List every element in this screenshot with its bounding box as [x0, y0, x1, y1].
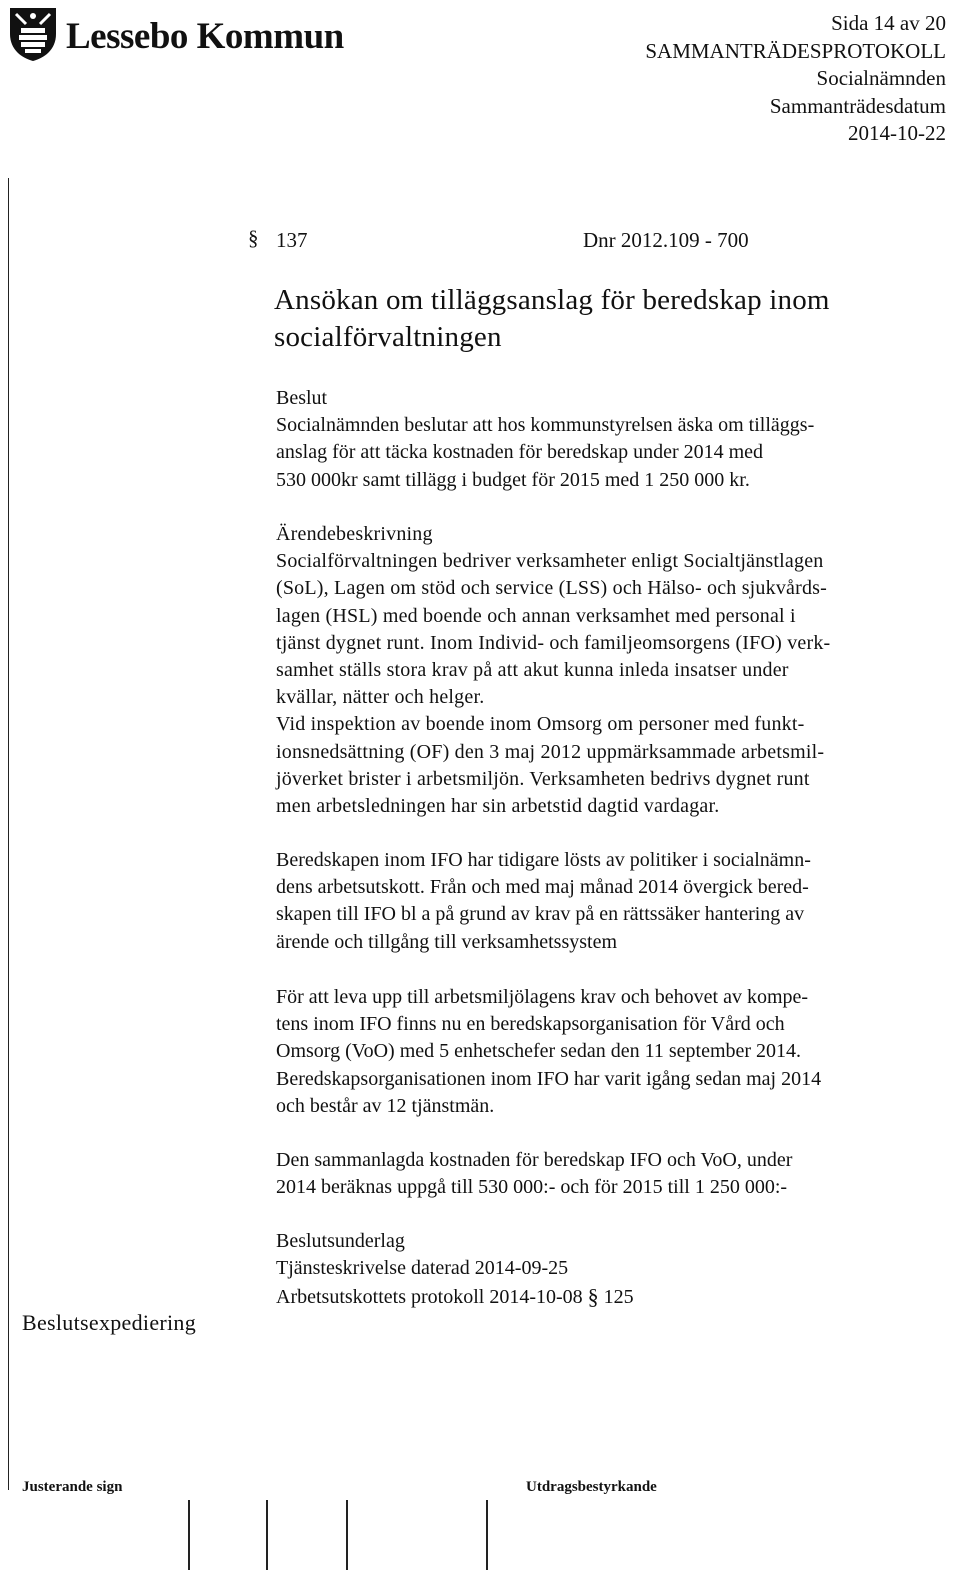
case-description-section — [276, 521, 948, 820]
decision-text: Socialnämnden beslutar att hos kommunstyrelsen äska om tilläggs- anslag för att täcka kostnaden för beredskap under 2014 med 530 000kr samt tillägg i budget för 2015 med 1 250 000 kr. — [276, 414, 815, 491]
paragraph-reference-number: 125 — [603, 1286, 634, 1309]
paragraph-sign: § — [587, 1284, 599, 1310]
decision-basis-item-text: Arbetsutskottets protokoll 2014-10-08 — [276, 1286, 583, 1309]
case-paragraph-3: Beredskapen inom IFO har tidigare lösts av politiker i socialnämn- dens arbetsutskott. Från och med maj månad 2014 övergick bered- skapen till IFO bl a på grund av krav på en rättssäker hantering av ärende och tillgång till verksamhetssystem — [276, 849, 811, 953]
diary-number: Dnr 2012.109 - 700 — [583, 228, 749, 252]
signature-box-divider — [486, 1500, 488, 1570]
meeting-date: 2014-10-22 — [848, 121, 946, 145]
case-description-heading: Ärendebeskrivning — [276, 523, 433, 545]
meeting-date-label: Sammanträdesdatum — [769, 93, 946, 118]
margin-divider — [8, 178, 9, 1490]
document-type: SAMMANTRÄDESPROTOKOLL — [645, 38, 946, 63]
decision-basis-heading: Beslutsunderlag — [276, 1230, 405, 1252]
municipality-name: Lessebo Kommun — [66, 16, 344, 57]
decision-dispatch-label: Beslutsexpediering — [22, 1310, 197, 1335]
coat-of-arms-icon — [6, 4, 60, 62]
decision-basis-item — [276, 1282, 948, 1311]
case-paragraph-5: Den sammanlagda kostnaden för beredskap IFO och VoO, under 2014 beräknas uppgå till 530 000:- och för 2015 till 1 250 000:- — [276, 1149, 793, 1199]
decision-basis-item: Tjänsteskrivelse daterad 2014-09-25 — [276, 1257, 569, 1280]
decision-basis-section — [276, 1228, 948, 1312]
page-number: Sida 14 av 20 — [831, 11, 946, 35]
adjuster-signature-label: Justerande sign — [22, 1479, 123, 1495]
signature-box-divider — [346, 1500, 348, 1570]
case-paragraph-4: För att leva upp till arbetsmiljölagens krav och behovet av kompe- tens inom IFO finns nu en beredskapsorganisation för Vård och Omsorg (VoO) med 5 enhetschefer sedan den 11 september 2014. Beredskapsorganisationen inom IFO har varit igång sedan maj 2014 och består av 12 tjänstmän. — [276, 986, 822, 1117]
committee-name: Socialnämnden — [816, 66, 946, 90]
decision-section — [276, 385, 948, 494]
signature-box-divider — [188, 1500, 190, 1570]
paragraph-number: 137 — [276, 228, 308, 252]
case-paragraph-1: Socialförvaltningen bedriver verksamheter enligt Socialtjänstlagen (SoL), Lagen om stöd och service (LSS) och Hälso- och sjukvårds- lagen (HSL) med boende och annan verksamhet med personal i tjänst dygnet runt. Inom Individ- och familjeomsorgens (IFO) verk- samhet ställs stora krav på att akut kunna inleda insatser under kvällar, nätter och helger. — [276, 550, 831, 709]
decision-heading: Beslut — [276, 387, 328, 409]
case-paragraph-2: Vid inspektion av boende inom Omsorg om personer med funkt- ionsnedsättning (OF) den 3 maj 2012 uppmärksammade arbetsmil- jöverket brister i arbetsmiljön. Verksamheten bedrivs dygnet runt men arbetsledningen har sin arbetstid dagtid vardagar. — [276, 713, 825, 818]
signature-box-divider — [266, 1500, 268, 1570]
page-title: Ansökan om tilläggsanslag för beredskap inom socialförvaltningen — [274, 284, 830, 353]
document-header — [645, 10, 946, 148]
paragraph-sign: § — [248, 226, 259, 250]
extract-certification-label: Utdragsbestyrkande — [526, 1479, 657, 1495]
